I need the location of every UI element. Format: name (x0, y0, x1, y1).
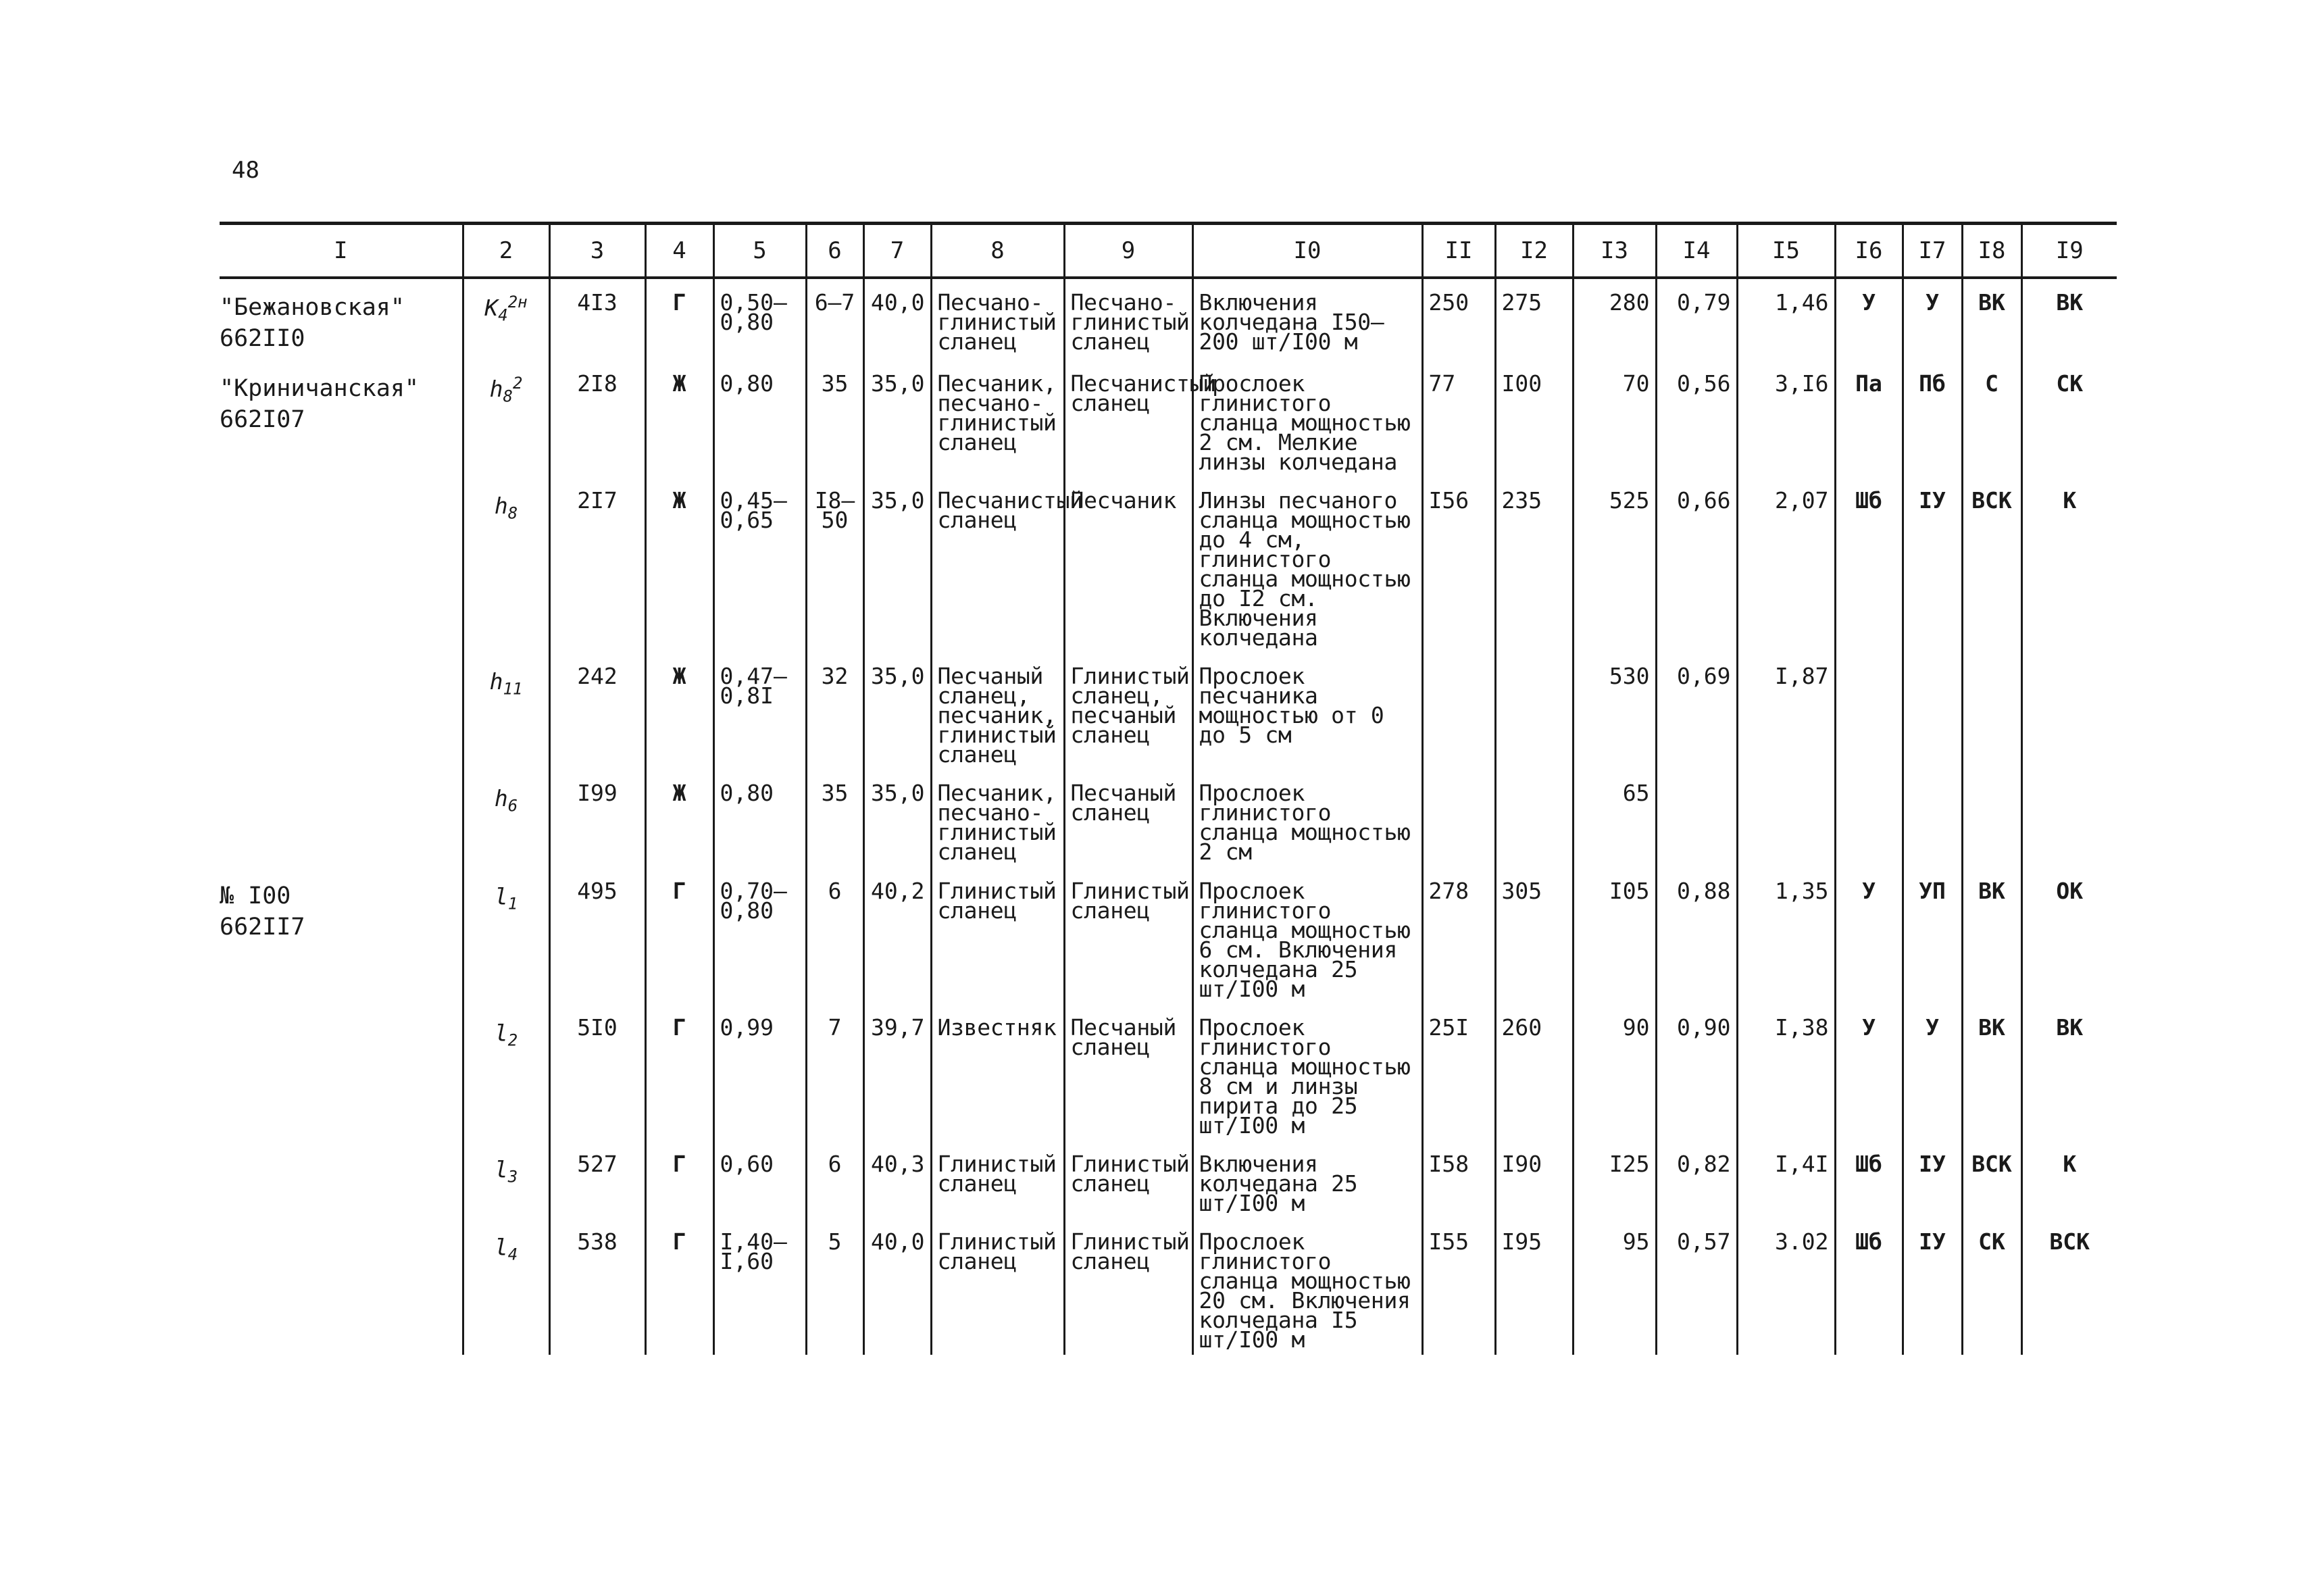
elevation-value: 2I7 (549, 477, 645, 653)
col-header: I6 (1835, 224, 1903, 278)
roof-rock: Глинистый сланец (931, 1218, 1064, 1355)
dip-angle: 6 (806, 1141, 863, 1218)
seam-letter: l (494, 1156, 508, 1182)
data-sheet (220, 222, 2117, 1353)
category-col18 (1962, 653, 2021, 770)
thickness-range: 0,80 (713, 770, 806, 868)
category-col17: УП (1903, 868, 1962, 1004)
dip-angle: 5 (806, 1218, 863, 1355)
seam-subscript: 4 (507, 1245, 518, 1264)
mine-cell (220, 1218, 463, 1355)
col-header: 6 (806, 224, 863, 278)
elevation-value: 4I3 (549, 278, 645, 360)
col-header: I5 (1737, 224, 1835, 278)
inclusions-note: Линзы песчаного сланца мощностью до 4 см, глинистого сланца мощностью до I2 см. Включения колчедана (1192, 477, 1422, 653)
elevation-value: 495 (549, 868, 645, 1004)
value-col13: I05 (1573, 868, 1656, 1004)
mine-code: 662II0 (220, 325, 305, 352)
roof-rock: Песчано-глинистый сланец (931, 278, 1064, 360)
category-col16: У (1835, 1004, 1903, 1141)
value-col12: 305 (1495, 868, 1573, 1004)
thickness-range: 0,60 (713, 1141, 806, 1218)
category-col19 (2021, 653, 2117, 770)
coal-grade: Ж (645, 477, 713, 653)
value-col14: 0,66 (1656, 477, 1737, 653)
inclusions-note: Прослоек глинистого сланца мощностью 6 см. Включения колчедана 25 шт/I00 м (1192, 868, 1422, 1004)
value-col7: 35,0 (863, 770, 931, 868)
seam-subscript: 8 (503, 386, 513, 406)
elevation-value: I99 (549, 770, 645, 868)
table-row (220, 1218, 2117, 1355)
value-col7: 40,3 (863, 1141, 931, 1218)
category-col17 (1903, 770, 1962, 868)
value-col7: 35,0 (863, 653, 931, 770)
value-col12 (1495, 653, 1573, 770)
value-col11 (1422, 653, 1495, 770)
mine-cell (220, 477, 463, 653)
thickness-range: 0,45–0,65 (713, 477, 806, 653)
seam-index (463, 770, 549, 868)
value-col15: I,4I (1737, 1141, 1835, 1218)
col-header: 5 (713, 224, 806, 278)
col-header: 2 (463, 224, 549, 278)
category-col19: СК (2021, 360, 2117, 477)
mine-code: 662I07 (220, 406, 305, 433)
value-col13: 95 (1573, 1218, 1656, 1355)
thickness-range: 0,47–0,8I (713, 653, 806, 770)
value-col7: 40,0 (863, 278, 931, 360)
floor-rock: Песчаный сланец (1064, 1004, 1192, 1141)
coal-grade: Г (645, 278, 713, 360)
col-header: 8 (931, 224, 1064, 278)
category-col17: У (1903, 1004, 1962, 1141)
floor-rock: Песчанистый сланец (1064, 360, 1192, 477)
col-header: 4 (645, 224, 713, 278)
roof-rock: Глинистый сланец (931, 1141, 1064, 1218)
roof-rock: Глинистый сланец (931, 868, 1064, 1004)
seam-index (463, 278, 549, 360)
category-col17: IУ (1903, 477, 1962, 653)
floor-rock: Песчаник (1064, 477, 1192, 653)
elevation-value: 2I8 (549, 360, 645, 477)
mine-cell (220, 1004, 463, 1141)
value-col12: I95 (1495, 1218, 1573, 1355)
col-header: I3 (1573, 224, 1656, 278)
value-col14: 0,82 (1656, 1141, 1737, 1218)
mine-name: № I00 (220, 882, 291, 909)
thickness-range: 0,80 (713, 360, 806, 477)
seam-subscript: 3 (507, 1167, 518, 1187)
mine-name: "Бежановская" (220, 294, 405, 321)
dip-angle: 32 (806, 653, 863, 770)
category-col16: Шб (1835, 477, 1903, 653)
seam-index (463, 360, 549, 477)
page-number: 48 (232, 157, 259, 184)
category-col18: ВК (1962, 1004, 2021, 1141)
value-col13: 90 (1573, 1004, 1656, 1141)
category-col17 (1903, 653, 1962, 770)
value-col13: 525 (1573, 477, 1656, 653)
col-header: I (220, 224, 463, 278)
category-col19 (2021, 770, 2117, 868)
inclusions-note: Включения колчедана I50–200 шт/I00 м (1192, 278, 1422, 360)
value-col15: 3,I6 (1737, 360, 1835, 477)
coal-grade: Г (645, 1218, 713, 1355)
table-row (220, 868, 2117, 1004)
seam-index (463, 868, 549, 1004)
seam-letter: h (489, 376, 503, 402)
seam-index (463, 1004, 549, 1141)
category-col16 (1835, 770, 1903, 868)
floor-rock: Глинистый сланец (1064, 868, 1192, 1004)
value-col12: 235 (1495, 477, 1573, 653)
seam-letter: l (494, 1020, 508, 1046)
roof-rock: Песчаник, песчано-глинистый сланец (931, 360, 1064, 477)
seam-index (463, 653, 549, 770)
value-col15: I,87 (1737, 653, 1835, 770)
seam-subscript: 4 (498, 305, 508, 325)
category-col16: Шб (1835, 1141, 1903, 1218)
category-col18: ВСК (1962, 1141, 2021, 1218)
value-col14: 0,88 (1656, 868, 1737, 1004)
category-col16 (1835, 653, 1903, 770)
value-col14: 0,56 (1656, 360, 1737, 477)
value-col11: 25I (1422, 1004, 1495, 1141)
value-col12: I00 (1495, 360, 1573, 477)
table-row (220, 1141, 2117, 1218)
dip-angle: 6–7 (806, 278, 863, 360)
roof-rock: Песчаник, песчано-глинистый сланец (931, 770, 1064, 868)
category-col18: С (1962, 360, 2021, 477)
inclusions-note: Включения колчедана 25 шт/I00 м (1192, 1141, 1422, 1218)
coal-grade: Г (645, 868, 713, 1004)
category-col19: К (2021, 1141, 2117, 1218)
seam-letter: h (494, 493, 508, 519)
category-col16: Шб (1835, 1218, 1903, 1355)
coal-grade: Г (645, 1004, 713, 1141)
value-col15: 1,35 (1737, 868, 1835, 1004)
col-header: 7 (863, 224, 931, 278)
dip-angle: 35 (806, 770, 863, 868)
roof-rock: Известняк (931, 1004, 1064, 1141)
col-header: I0 (1192, 224, 1422, 278)
table-row (220, 477, 2117, 653)
dip-angle: I8–50 (806, 477, 863, 653)
value-col11: 250 (1422, 278, 1495, 360)
category-col17: IУ (1903, 1218, 1962, 1355)
value-col11: I55 (1422, 1218, 1495, 1355)
value-col7: 40,0 (863, 1218, 931, 1355)
value-col13: 530 (1573, 653, 1656, 770)
thickness-range: 0,70–0,80 (713, 868, 806, 1004)
roof-rock: Песчанистый сланец (931, 477, 1064, 653)
mine-cell (220, 868, 463, 1004)
value-col12: I90 (1495, 1141, 1573, 1218)
value-col12 (1495, 770, 1573, 868)
seam-index (463, 1218, 549, 1355)
value-col14: 0,90 (1656, 1004, 1737, 1141)
value-col7: 35,0 (863, 360, 931, 477)
header-row (220, 224, 2117, 278)
value-col12: 260 (1495, 1004, 1573, 1141)
value-col14 (1656, 770, 1737, 868)
value-col13: 70 (1573, 360, 1656, 477)
value-col15: 1,46 (1737, 278, 1835, 360)
elevation-value: 242 (549, 653, 645, 770)
seam-superscript: 2н (507, 293, 528, 311)
category-col16: У (1835, 278, 1903, 360)
mine-name: "Криничанская" (220, 375, 420, 402)
mine-seam-table (220, 222, 2117, 1355)
category-col17: IУ (1903, 1141, 1962, 1218)
table-body (220, 278, 2117, 1355)
category-col18: ВК (1962, 868, 2021, 1004)
seam-superscript: 2 (512, 374, 523, 393)
inclusions-note: Прослоек глинистого сланца мощностью 20 см. Включения колчедана I5 шт/I00 м (1192, 1218, 1422, 1355)
value-col11: I56 (1422, 477, 1495, 653)
floor-rock: Песчано-глинистый сланец (1064, 278, 1192, 360)
inclusions-note: Прослоек глинистого сланца мощностью 2 см (1192, 770, 1422, 868)
dip-angle: 7 (806, 1004, 863, 1141)
floor-rock: Глинистый сланец, песчаный сланец (1064, 653, 1192, 770)
coal-grade: Г (645, 1141, 713, 1218)
value-col14: 0,57 (1656, 1218, 1737, 1355)
value-col7: 40,2 (863, 868, 931, 1004)
mine-cell (220, 278, 463, 360)
col-header: I9 (2021, 224, 2117, 278)
category-col16: У (1835, 868, 1903, 1004)
col-header: 3 (549, 224, 645, 278)
category-col19: ВСК (2021, 1218, 2117, 1355)
table-row (220, 278, 2117, 360)
category-col16: Па (1835, 360, 1903, 477)
seam-subscript: 1 (507, 894, 518, 914)
mine-cell (220, 360, 463, 477)
value-col11: 77 (1422, 360, 1495, 477)
inclusions-note: Прослоек глинистого сланца мощностью 2 см. Мелкие линзы колчедана (1192, 360, 1422, 477)
table-row (220, 653, 2117, 770)
value-col12: 275 (1495, 278, 1573, 360)
col-header: II (1422, 224, 1495, 278)
value-col13: I25 (1573, 1141, 1656, 1218)
elevation-value: 527 (549, 1141, 645, 1218)
coal-grade: Ж (645, 770, 713, 868)
category-col19: ВК (2021, 1004, 2117, 1141)
mine-cell (220, 1141, 463, 1218)
category-col18: ВСК (1962, 477, 2021, 653)
seam-subscript: 2 (507, 1030, 518, 1050)
value-col11: 278 (1422, 868, 1495, 1004)
category-col17: У (1903, 278, 1962, 360)
thickness-range: I,40–I,60 (713, 1218, 806, 1355)
thickness-range: 0,50–0,80 (713, 278, 806, 360)
table-row (220, 1004, 2117, 1141)
mine-code: 662II7 (220, 914, 305, 941)
value-col15: 2,07 (1737, 477, 1835, 653)
seam-letter: h (494, 785, 508, 812)
col-header: I2 (1495, 224, 1573, 278)
category-col18: ВК (1962, 278, 2021, 360)
table-row (220, 770, 2117, 868)
seam-letter: l (494, 883, 508, 909)
seam-letter: l (494, 1234, 508, 1260)
category-col19: К (2021, 477, 2117, 653)
seam-index (463, 477, 549, 653)
value-col15: 3.02 (1737, 1218, 1835, 1355)
value-col13: 280 (1573, 278, 1656, 360)
value-col15: I,38 (1737, 1004, 1835, 1141)
inclusions-note: Прослоек глинистого сланца мощностью 8 см и линзы пирита до 25 шт/I00 м (1192, 1004, 1422, 1141)
dip-angle: 6 (806, 868, 863, 1004)
col-header: 9 (1064, 224, 1192, 278)
value-col7: 35,0 (863, 477, 931, 653)
category-col17: Пб (1903, 360, 1962, 477)
seam-letter: h (489, 668, 503, 695)
category-col18 (1962, 770, 2021, 868)
col-header: I7 (1903, 224, 1962, 278)
floor-rock: Глинистый сланец (1064, 1218, 1192, 1355)
floor-rock: Песчаный сланец (1064, 770, 1192, 868)
roof-rock: Песчаный сланец, песчаник, глинистый сланец (931, 653, 1064, 770)
thickness-range: 0,99 (713, 1004, 806, 1141)
value-col11: I58 (1422, 1141, 1495, 1218)
category-col19: ОК (2021, 868, 2117, 1004)
value-col15 (1737, 770, 1835, 868)
elevation-value: 5I0 (549, 1004, 645, 1141)
elevation-value: 538 (549, 1218, 645, 1355)
coal-grade: Ж (645, 360, 713, 477)
col-header: I4 (1656, 224, 1737, 278)
dip-angle: 35 (806, 360, 863, 477)
seam-index (463, 1141, 549, 1218)
col-header: I8 (1962, 224, 2021, 278)
value-col11 (1422, 770, 1495, 868)
inclusions-note: Прослоек песчаника мощностью от 0 до 5 см (1192, 653, 1422, 770)
mine-cell (220, 653, 463, 770)
seam-subscript: 11 (503, 679, 523, 699)
floor-rock: Глинистый сланец (1064, 1141, 1192, 1218)
category-col19: ВК (2021, 278, 2117, 360)
seam-subscript: 8 (507, 503, 518, 523)
value-col14: 0,79 (1656, 278, 1737, 360)
seam-subscript: 6 (507, 796, 518, 816)
seam-letter: K (484, 295, 499, 321)
value-col13: 65 (1573, 770, 1656, 868)
value-col7: 39,7 (863, 1004, 931, 1141)
category-col18: СК (1962, 1218, 2021, 1355)
coal-grade: Ж (645, 653, 713, 770)
mine-cell (220, 770, 463, 868)
table-row (220, 360, 2117, 477)
value-col14: 0,69 (1656, 653, 1737, 770)
